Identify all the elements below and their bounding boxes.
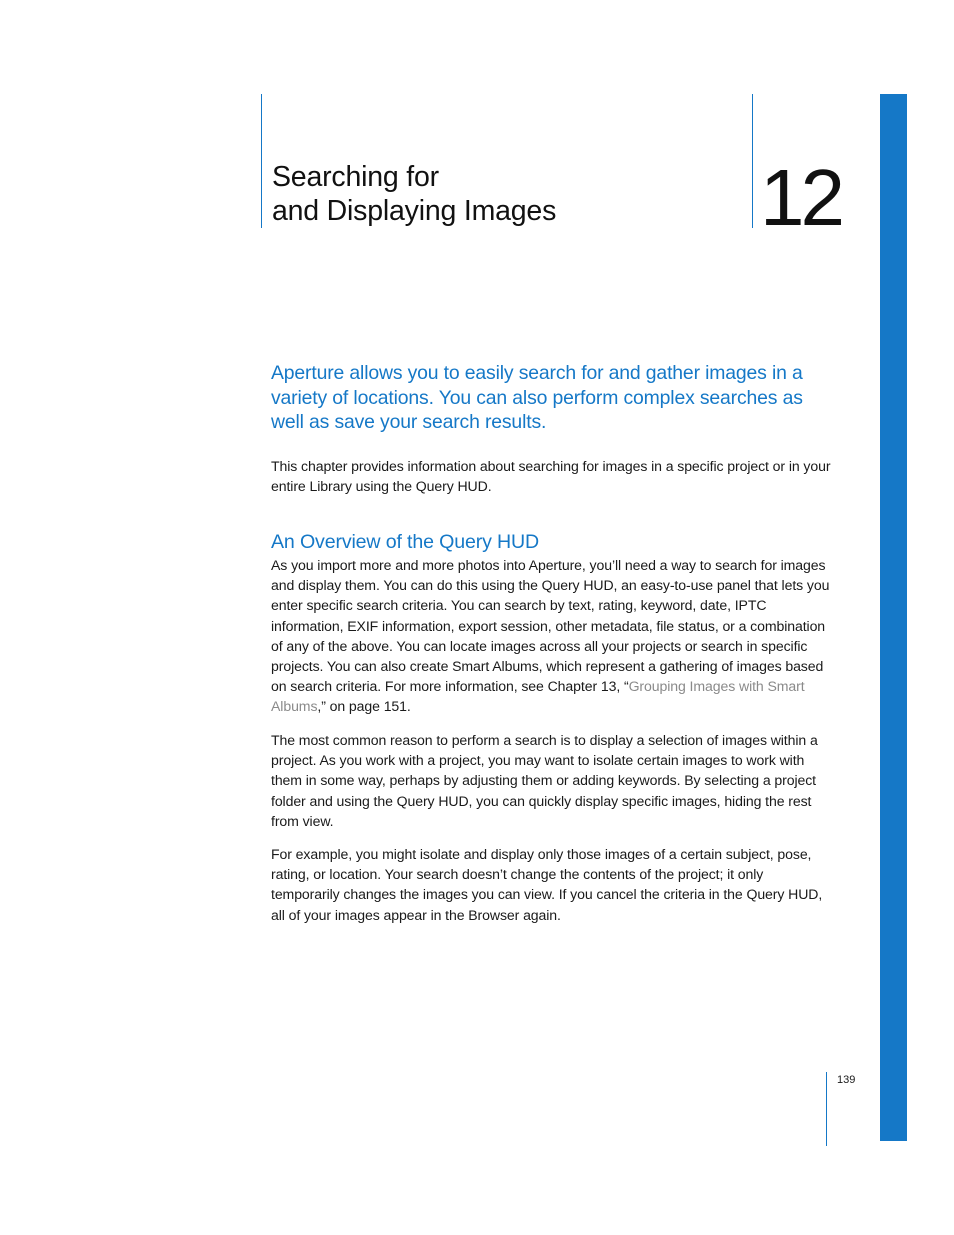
section-paragraph-1 <box>271 555 831 717</box>
section-paragraph-3: For example, you might isolate and display only those images of a certain subject, pose, rating, or location. Your search doesn’t change the contents of the project; it only temporarily changes the images you can view. If you cancel the criteria in the Query HUD, all of your images appear in the Browser again. <box>271 846 823 923</box>
page-number-rule <box>826 1072 827 1146</box>
section-paragraph-1-tail: ,” on page 151. <box>317 698 411 715</box>
chapter-summary-paragraph: This chapter provides information about searching for images in a specific project or in your entire Library using the Query HUD. <box>271 458 831 495</box>
title-rule <box>261 94 262 228</box>
page-number: 139 <box>837 1074 856 1086</box>
chapter-side-tab <box>880 94 907 1141</box>
section-paragraph-2: The most common reason to perform a search is to display a selection of images within a project. As you work with a project, you may want to isolate certain images to work with them in some way, perhaps by adjusting them or adding keywords. By selecting a project folder and using the Query HUD, you can quickly display specific images, hiding the rest from view. <box>271 732 818 829</box>
section-paragraph-1-text: As you import more and more photos into Aperture, you’ll need a way to search for images and display them. You can do this using the Query HUD, an easy-to-use panel that lets you enter specific search criteria. You can search by text, rating, keyword, date, IPTC information, EXIF information, export session, other metadata, file status, or a combination of any of the above. You can locate images across all your projects or search in specific projects. You can also create Smart Albums, which represent a gathering of images based on search criteria. For more information, see Chapter 13, “ <box>271 557 830 695</box>
section-heading: An Overview of the Query HUD <box>271 531 540 553</box>
chapter-title-line-1: Searching for <box>272 161 439 193</box>
chapter-number: 12 <box>760 153 841 242</box>
chapter-title-line-2: and Displaying Images <box>272 195 557 227</box>
chapter-intro: Aperture allows you to easily search for and gather images in a variety of locations. You can also perform complex searches as well as save your search results. <box>271 362 803 433</box>
cross-reference-link[interactable]: Grouping Images with Smart Albums <box>271 678 805 715</box>
chapter-number-rule <box>752 94 753 228</box>
chapter-title <box>272 160 732 228</box>
